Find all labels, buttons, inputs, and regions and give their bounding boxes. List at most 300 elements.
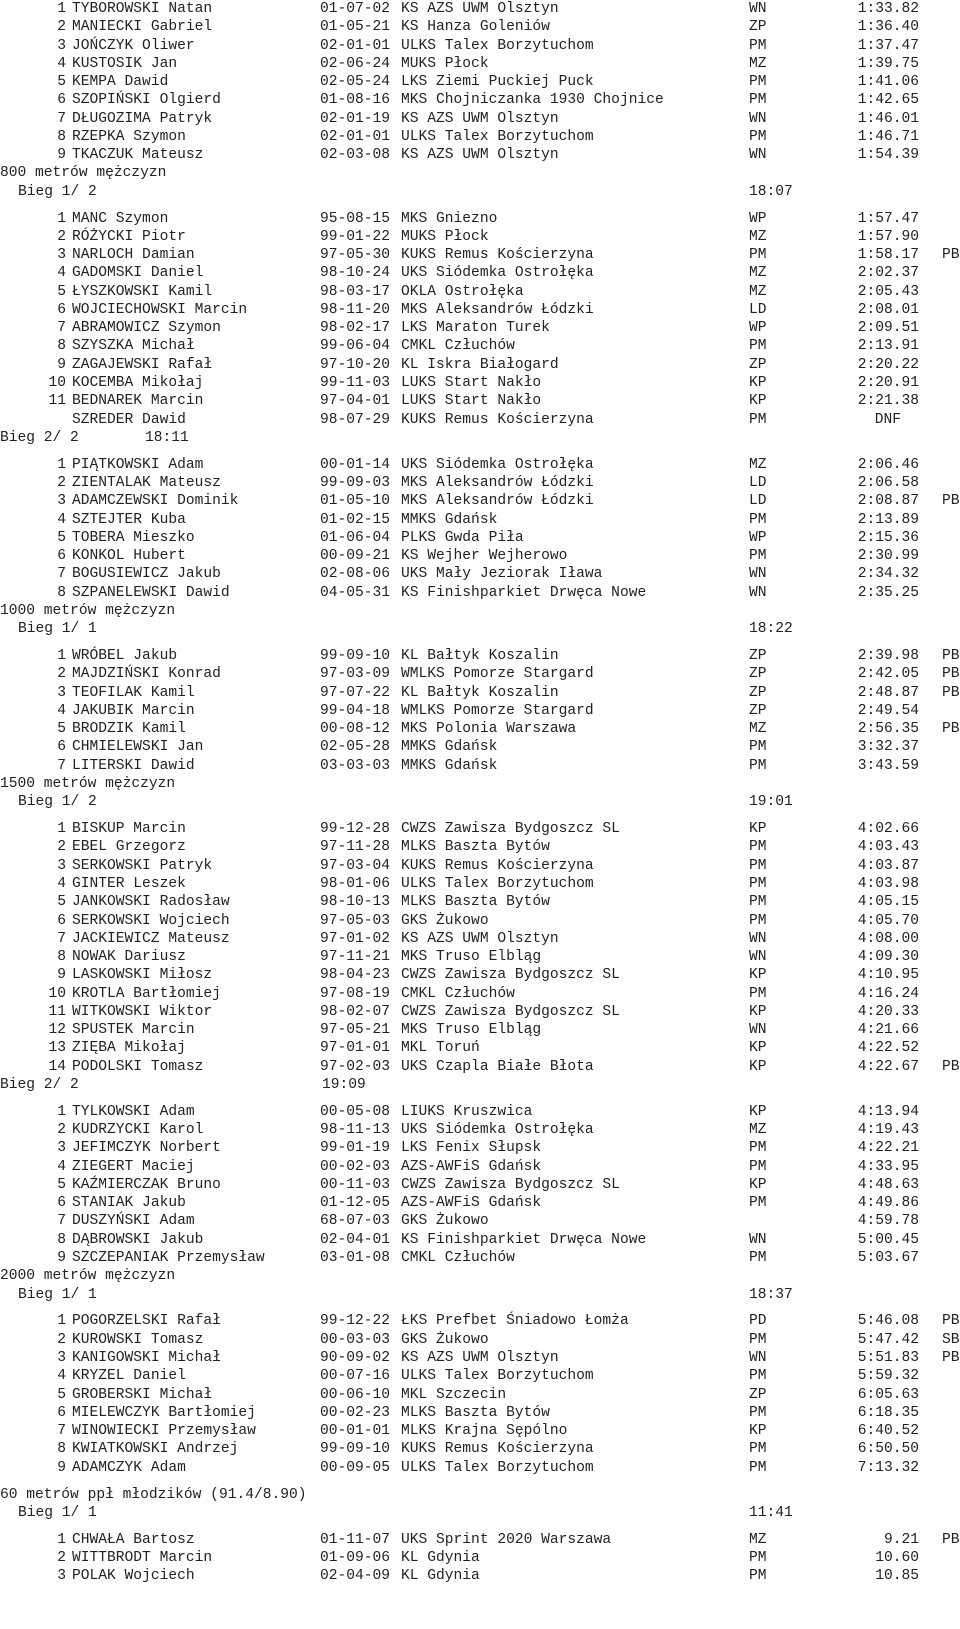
result-time: 4:20.33 <box>857 1003 919 1020</box>
result-row <box>0 1567 960 1585</box>
region-code: ZP <box>749 356 767 373</box>
place: 1 <box>57 1531 66 1548</box>
club-name: CWZS Zawisza Bydgoszcz SL <box>401 1003 620 1020</box>
athlete-name: JANKOWSKI Radosław <box>72 894 230 911</box>
region-code: WP <box>749 529 767 546</box>
place: 2 <box>57 666 66 683</box>
athlete-name: JOŃCZYK Oliwer <box>72 37 195 54</box>
club-name: LKS Ziemi Puckiej Puck <box>401 74 594 91</box>
athlete-name: ABRAMOWICZ Szymon <box>72 320 221 337</box>
result-row <box>0 411 960 429</box>
birth-date: 97-07-22 <box>320 684 391 701</box>
region-code: WN <box>749 566 767 583</box>
result-row <box>0 647 960 665</box>
result-row <box>0 1404 960 1422</box>
result-row <box>0 912 960 930</box>
heat-title: Bieg 2/ 2 <box>0 1076 79 1093</box>
place: 7 <box>57 320 66 337</box>
heat-heading <box>0 429 960 447</box>
spacer <box>0 447 960 456</box>
result-row <box>0 128 960 146</box>
result-time: 4:59.78 <box>857 1213 919 1230</box>
result-row <box>0 838 960 856</box>
region-code: KP <box>749 821 767 838</box>
region-code: KP <box>749 1103 767 1120</box>
place: 10 <box>48 375 66 391</box>
athlete-name: NARLOCH Damian <box>72 247 195 264</box>
region-code: MZ <box>749 456 767 473</box>
event-heading <box>0 164 960 182</box>
place: 2 <box>57 19 66 36</box>
result-time: 4:48.63 <box>857 1176 919 1193</box>
result-row <box>0 1422 960 1440</box>
region-code: LD <box>749 475 767 492</box>
result-time: 4:08.00 <box>857 930 919 947</box>
athlete-name: KANIGOWSKI Michał <box>72 1349 221 1366</box>
athlete-name: LASKOWSKI Miłosz <box>72 967 213 984</box>
region-code: MZ <box>749 1122 767 1139</box>
club-name: MKS Truso Elbląg <box>401 1022 542 1039</box>
club-name: KS Hanza Goleniów <box>401 19 550 36</box>
region-code: PM <box>749 1568 767 1585</box>
club-name: KS Finishparkiet Drwęca Nowe <box>401 584 647 601</box>
result-row <box>0 720 960 738</box>
club-name: CMKL Człuchów <box>401 985 515 1002</box>
result-row <box>0 565 960 583</box>
club-name: CMKL Człuchów <box>401 1249 515 1266</box>
club-name: LKS Fenix Słupsk <box>401 1140 542 1157</box>
result-row <box>0 985 960 1003</box>
place: 6 <box>57 1195 66 1212</box>
spacer <box>0 1304 960 1313</box>
athlete-name: KAŹMIERCZAK Bruno <box>72 1176 221 1193</box>
birth-date: 97-08-19 <box>320 985 391 1002</box>
result-time: 4:03.43 <box>857 839 919 856</box>
result-row <box>0 511 960 529</box>
event-heading <box>0 775 960 793</box>
record-note: SB <box>942 1331 960 1348</box>
athlete-name: MANC Szymon <box>72 210 169 227</box>
club-name: WMLKS Pomorze Stargard <box>401 666 594 683</box>
region-code: ZP <box>749 666 767 683</box>
place: 4 <box>57 702 66 719</box>
birth-date: 98-02-07 <box>320 1003 391 1020</box>
club-name: MLKS Krajna Sępólno <box>401 1423 568 1440</box>
region-code: PM <box>749 857 767 874</box>
club-name: MMKS Gdańsk <box>401 757 498 774</box>
result-row <box>0 146 960 164</box>
record-note: PB <box>942 1531 960 1548</box>
result-row <box>0 1003 960 1021</box>
club-name: ULKS Talex Borzytuchom <box>401 875 594 892</box>
result-row <box>0 1212 960 1230</box>
result-time: 2:21.38 <box>857 393 919 410</box>
place: 4 <box>57 1368 66 1385</box>
result-row <box>0 684 960 702</box>
result-time: 4:16.24 <box>857 985 919 1002</box>
place: 4 <box>57 265 66 282</box>
result-time: 1:54.39 <box>857 147 919 164</box>
region-code: MZ <box>749 55 767 72</box>
result-row <box>0 1158 960 1176</box>
region-code: WN <box>749 110 767 127</box>
result-time: 2:35.25 <box>857 584 919 601</box>
result-row <box>0 492 960 510</box>
result-row <box>0 893 960 911</box>
result-row <box>0 857 960 875</box>
club-name: KL Gdynia <box>401 1550 480 1567</box>
club-name: MKS Chojniczanka 1930 Chojnice <box>401 92 664 109</box>
club-name: UKS Mały Jeziorak Iława <box>401 566 603 583</box>
result-row <box>0 738 960 756</box>
result-time: 2:06.58 <box>857 475 919 492</box>
athlete-name: ZIĘBA Mikołaj <box>72 1040 186 1057</box>
club-name: UKS Sprint 2020 Warszawa <box>401 1531 612 1548</box>
birth-date: 04-05-31 <box>320 584 391 601</box>
result-time: 5:46.08 <box>857 1313 919 1330</box>
result-time: 2:15.36 <box>857 529 919 546</box>
place: 7 <box>57 757 66 774</box>
club-name: AZS-AWFiS Gdańsk <box>401 1158 542 1175</box>
birth-date: 97-03-09 <box>320 666 391 683</box>
club-name: ULKS Talex Borzytuchom <box>401 128 594 145</box>
heat-title: Bieg 1/ 2 <box>18 183 97 200</box>
result-time: 4:33.95 <box>857 1158 919 1175</box>
result-row <box>0 930 960 948</box>
athlete-name: POLAK Wojciech <box>72 1568 195 1585</box>
club-name: KS AZS UWM Olsztyn <box>401 1349 559 1366</box>
place: 5 <box>57 283 66 300</box>
birth-date: 98-11-13 <box>320 1122 391 1139</box>
birth-date: 01-11-07 <box>320 1531 391 1548</box>
region-code: PM <box>749 839 767 856</box>
region-code: PM <box>749 37 767 54</box>
result-time: 4:22.67 <box>857 1058 919 1075</box>
result-row <box>0 110 960 128</box>
athlete-name: MANIECKI Gabriel <box>72 19 213 36</box>
result-row <box>0 1549 960 1567</box>
region-code: WN <box>749 584 767 601</box>
club-name: KL Bałtyk Koszalin <box>401 684 559 701</box>
result-time: 1:33.82 <box>857 1 919 17</box>
record-note: PB <box>942 666 960 683</box>
birth-date: 02-05-24 <box>320 74 391 91</box>
club-name: MKS Aleksandrów Łódzki <box>401 493 594 510</box>
result-time: 2:30.99 <box>857 548 919 565</box>
event-heading <box>0 602 960 620</box>
birth-date: 97-01-01 <box>320 1040 391 1057</box>
result-row <box>0 1021 960 1039</box>
club-name: KS AZS UWM Olsztyn <box>401 110 559 127</box>
result-time: 4:02.66 <box>857 821 919 838</box>
heat-start-time: 18:22 <box>749 621 793 638</box>
club-name: MKL Toruń <box>401 1040 480 1057</box>
result-time: 4:03.87 <box>857 857 919 874</box>
region-code: PM <box>749 1368 767 1385</box>
club-name: KUKS Remus Kościerzyna <box>401 1441 594 1458</box>
result-row <box>0 37 960 55</box>
place: 6 <box>57 548 66 565</box>
region-code: PM <box>749 1158 767 1175</box>
place: 6 <box>57 301 66 318</box>
club-name: KS Finishparkiet Drwęca Nowe <box>401 1231 647 1248</box>
event-heading <box>0 1486 960 1504</box>
club-name: UKS Siódemka Ostrołęka <box>401 456 594 473</box>
result-row <box>0 91 960 109</box>
birth-date: 00-08-12 <box>320 721 391 738</box>
place: 4 <box>57 1158 66 1175</box>
result-time: 4:09.30 <box>857 949 919 966</box>
place: 5 <box>57 721 66 738</box>
place: 5 <box>57 1176 66 1193</box>
region-code: PM <box>749 511 767 528</box>
result-row <box>0 820 960 838</box>
result-time: 2:02.37 <box>857 265 919 282</box>
club-name: LKS Maraton Turek <box>401 320 550 337</box>
athlete-name: RÓŻYCKI Piotr <box>72 228 186 245</box>
region-code: KP <box>749 1176 767 1193</box>
club-name: CWZS Zawisza Bydgoszcz SL <box>401 821 620 838</box>
club-name: ŁKS Prefbet Śniadowo Łomża <box>401 1313 629 1330</box>
club-name: ULKS Talex Borzytuchom <box>401 1459 594 1476</box>
result-time: 2:13.89 <box>857 511 919 528</box>
club-name: LUKS Start Nakło <box>401 393 542 410</box>
result-row <box>0 264 960 282</box>
athlete-name: GADOMSKI Daniel <box>72 265 204 282</box>
club-name: KUKS Remus Kościerzyna <box>401 857 594 874</box>
heat-title: Bieg 1/ 2 <box>18 794 97 811</box>
region-code: PM <box>749 985 767 1002</box>
athlete-name: KOCEMBA Mikołaj <box>72 375 204 391</box>
athlete-name: DUSZYŃSKI Adam <box>72 1213 195 1230</box>
athlete-name: LITERSKI Dawid <box>72 757 195 774</box>
result-time: 4:21.66 <box>857 1022 919 1039</box>
place: 3 <box>57 247 66 264</box>
result-time: 1:41.06 <box>857 74 919 91</box>
place: 3 <box>57 493 66 510</box>
club-name: MKS Truso Elbląg <box>401 949 542 966</box>
birth-date: 01-12-05 <box>320 1195 391 1212</box>
club-name: GKS Żukowo <box>401 912 489 929</box>
region-code: PM <box>749 1459 767 1476</box>
athlete-name: STANIAK Jakub <box>72 1195 186 1212</box>
result-time: 2:42.05 <box>857 666 919 683</box>
birth-date: 99-01-19 <box>320 1140 391 1157</box>
birth-date: 01-07-02 <box>320 1 391 17</box>
athlete-name: DŁUGOZIMA Patryk <box>72 110 213 127</box>
result-time: 4:13.94 <box>857 1103 919 1120</box>
birth-date: 99-06-04 <box>320 338 391 355</box>
region-code: PM <box>749 739 767 756</box>
result-row <box>0 356 960 374</box>
place: 3 <box>57 37 66 54</box>
athlete-name: MAJDZIŃSKI Konrad <box>72 666 221 683</box>
athlete-name: SZTEJTER Kuba <box>72 511 186 528</box>
place: 1 <box>57 648 66 665</box>
birth-date: 98-10-13 <box>320 894 391 911</box>
result-time: 6:05.63 <box>857 1386 919 1403</box>
result-time: 2:09.51 <box>857 320 919 337</box>
result-time: 4:05.15 <box>857 894 919 911</box>
club-name: GKS Żukowo <box>401 1213 489 1230</box>
record-note: PB <box>942 721 960 738</box>
result-row <box>0 1176 960 1194</box>
birth-date: 00-06-10 <box>320 1386 391 1403</box>
record-note: PB <box>942 684 960 701</box>
heat-heading <box>0 1504 960 1522</box>
athlete-name: KEMPA Dawid <box>72 74 169 91</box>
result-time: 2:20.91 <box>857 375 919 391</box>
place: 13 <box>48 1040 66 1057</box>
athlete-name: SZPANELEWSKI Dawid <box>72 584 230 601</box>
athlete-name: KRYZEL Daniel <box>72 1368 186 1385</box>
birth-date: 00-02-23 <box>320 1404 391 1421</box>
result-time: 4:22.52 <box>857 1040 919 1057</box>
athlete-name: SZREDER Dawid <box>72 411 186 428</box>
club-name: KS Wejher Wejherowo <box>401 548 568 565</box>
birth-date: 00-09-21 <box>320 548 391 565</box>
birth-date: 98-11-20 <box>320 301 391 318</box>
birth-date: 99-04-18 <box>320 702 391 719</box>
place: 3 <box>57 1349 66 1366</box>
club-name: LUKS Start Nakło <box>401 375 542 391</box>
region-code: ZP <box>749 648 767 665</box>
spacer <box>0 811 960 820</box>
athlete-name: SPUSTEK Marcin <box>72 1022 195 1039</box>
result-row <box>0 948 960 966</box>
result-row <box>0 702 960 720</box>
birth-date: 99-09-10 <box>320 648 391 665</box>
club-name: MKS Aleksandrów Łódzki <box>401 301 594 318</box>
result-row <box>0 1249 960 1267</box>
place: 8 <box>57 1231 66 1248</box>
result-time: 7:13.32 <box>857 1459 919 1476</box>
result-row <box>0 337 960 355</box>
region-code: PD <box>749 1313 767 1330</box>
record-note: PB <box>942 493 960 510</box>
birth-date: 01-08-16 <box>320 92 391 109</box>
athlete-name: GINTER Leszek <box>72 875 186 892</box>
birth-date: 03-03-03 <box>320 757 391 774</box>
birth-date: 97-11-21 <box>320 949 391 966</box>
result-time: 4:05.70 <box>857 912 919 929</box>
place: 4 <box>57 875 66 892</box>
region-code: ZP <box>749 1386 767 1403</box>
region-code: KP <box>749 1040 767 1057</box>
region-code: PM <box>749 1331 767 1348</box>
heat-title: Bieg 2/ 2 <box>0 429 79 446</box>
place: 3 <box>57 1140 66 1157</box>
region-code: PM <box>749 92 767 109</box>
result-time: 1:36.40 <box>857 19 919 36</box>
athlete-name: ZIEGERT Maciej <box>72 1158 195 1175</box>
birth-date: 01-05-21 <box>320 19 391 36</box>
athlete-name: CHWAŁA Bartosz <box>72 1531 195 1548</box>
athlete-name: BISKUP Marcin <box>72 821 186 838</box>
region-code: PM <box>749 1550 767 1567</box>
result-row <box>0 1058 960 1076</box>
result-time: DNF <box>874 411 901 428</box>
place: 1 <box>57 821 66 838</box>
athlete-name: PIĄTKOWSKI Adam <box>72 456 204 473</box>
heat-start-time: 18:07 <box>749 183 793 200</box>
birth-date: 03-01-08 <box>320 1249 391 1266</box>
place: 3 <box>57 1568 66 1585</box>
result-time: 1:39.75 <box>857 55 919 72</box>
athlete-name: WOJCIECHOWSKI Marcin <box>72 301 248 318</box>
result-row <box>0 210 960 228</box>
athlete-name: DĄBROWSKI Jakub <box>72 1231 204 1248</box>
result-row <box>0 1459 960 1477</box>
heat-heading <box>0 1286 960 1304</box>
birth-date: 68-07-03 <box>320 1213 391 1230</box>
result-time: 6:50.50 <box>857 1441 919 1458</box>
region-code: PM <box>749 247 767 264</box>
birth-date: 98-04-23 <box>320 967 391 984</box>
region-code: LD <box>749 493 767 510</box>
spacer <box>0 1477 960 1486</box>
result-time: 5:59.32 <box>857 1368 919 1385</box>
result-time: 5:47.42 <box>857 1331 919 1348</box>
athlete-name: ZIENTALAK Mateusz <box>72 475 221 492</box>
event-title: 60 metrów ppł młodzików (91.4/8.90) <box>0 1486 307 1503</box>
result-time: 5:51.83 <box>857 1349 919 1366</box>
birth-date: 02-01-01 <box>320 37 391 54</box>
region-code: WN <box>749 949 767 966</box>
region-code: PM <box>749 1249 767 1266</box>
place: 6 <box>57 912 66 929</box>
club-name: MLKS Baszta Bytów <box>401 839 550 856</box>
club-name: KL Gdynia <box>401 1568 480 1585</box>
athlete-name: TYBOROWSKI Natan <box>72 1 213 17</box>
birth-date: 95-08-15 <box>320 210 391 227</box>
region-code: LD <box>749 301 767 318</box>
club-name: KS AZS UWM Olsztyn <box>401 147 559 164</box>
athlete-name: BEDNAREK Marcin <box>72 393 204 410</box>
birth-date: 99-09-03 <box>320 475 391 492</box>
region-code: WN <box>749 147 767 164</box>
place: 2 <box>57 839 66 856</box>
result-row <box>0 1231 960 1249</box>
region-code: PM <box>749 411 767 428</box>
club-name: KL Iskra Białogard <box>401 356 559 373</box>
result-time: 2:56.35 <box>857 721 919 738</box>
place: 11 <box>48 1003 66 1020</box>
result-row <box>0 392 960 410</box>
birth-date: 97-10-20 <box>320 356 391 373</box>
birth-date: 00-05-08 <box>320 1103 391 1120</box>
region-code: MZ <box>749 721 767 738</box>
result-time: 2:06.46 <box>857 456 919 473</box>
spacer <box>0 1522 960 1531</box>
heat-heading <box>0 620 960 638</box>
result-row <box>0 1531 960 1549</box>
result-row <box>0 529 960 547</box>
record-note: PB <box>942 1058 960 1075</box>
place: 9 <box>57 356 66 373</box>
birth-date: 02-04-09 <box>320 1568 391 1585</box>
club-name: GKS Żukowo <box>401 1331 489 1348</box>
result-time: 1:58.17 <box>857 247 919 264</box>
result-row <box>0 319 960 337</box>
region-code: PM <box>749 128 767 145</box>
result-time: 2:20.22 <box>857 356 919 373</box>
birth-date: 99-12-22 <box>320 1313 391 1330</box>
result-row <box>0 1440 960 1458</box>
athlete-name: SZCZEPANIAK Przemysław <box>72 1249 265 1266</box>
athlete-name: SERKOWSKI Wojciech <box>72 912 230 929</box>
place: 2 <box>57 1331 66 1348</box>
